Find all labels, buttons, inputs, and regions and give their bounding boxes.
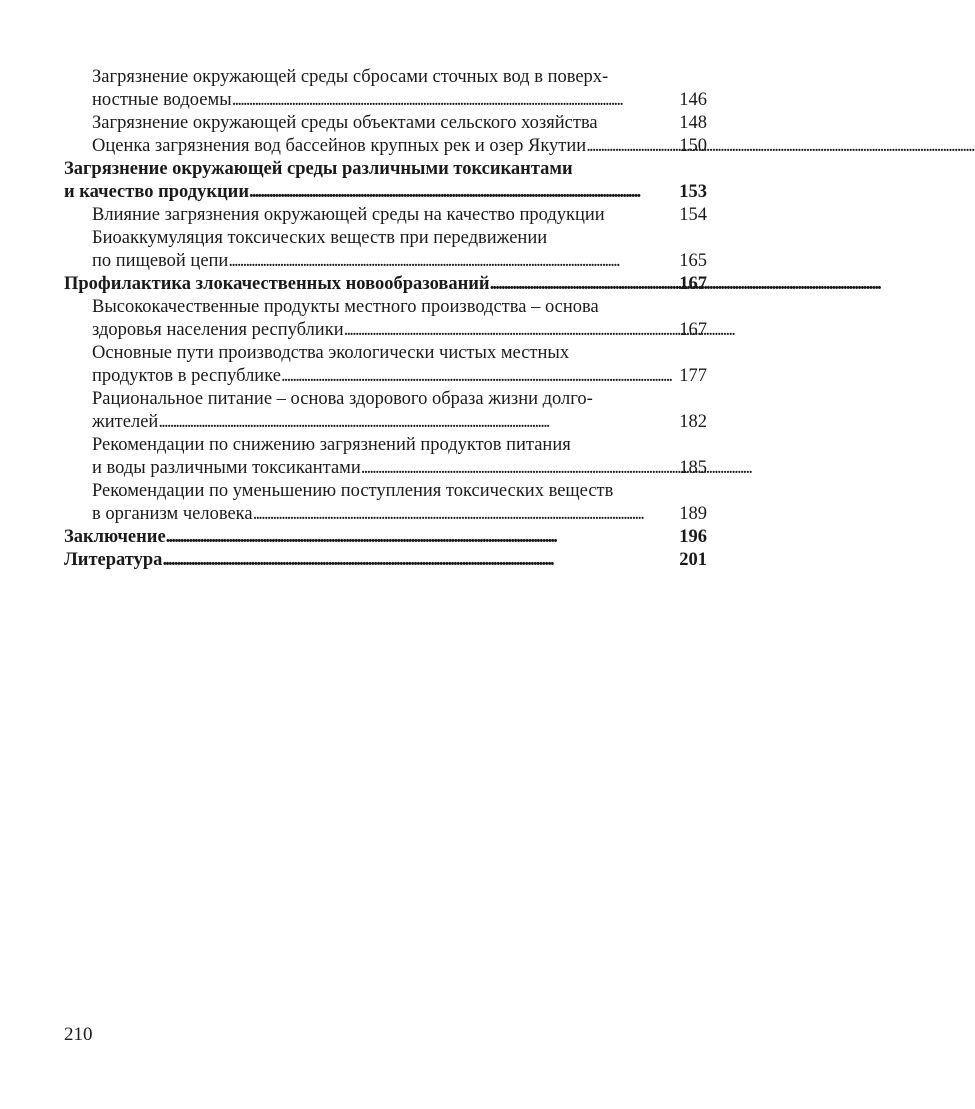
dot-leader <box>361 457 665 480</box>
toc-entry-title: продуктов в республике <box>92 366 281 386</box>
toc-entry-title: Рациональное питание – основа здорового образа жизни долго- <box>92 389 593 409</box>
toc-entry-title: Высококачественные продукты местного производства – основа <box>92 297 599 317</box>
dot-leader <box>249 181 665 204</box>
toc-entry-title: в организм человека <box>92 504 253 524</box>
toc-page-number: 196 <box>679 527 707 547</box>
toc-entry-title: по пищевой цепи <box>92 251 229 271</box>
toc-page-number: 150 <box>679 136 707 156</box>
page-number: 210 <box>64 1024 93 1045</box>
toc-page-number: 177 <box>679 366 707 386</box>
dot-leader <box>253 503 665 526</box>
toc-entry-title: Рекомендации по уменьшению поступления токсических веществ <box>92 481 614 501</box>
toc-subsection-entry[interactable] <box>64 227 707 273</box>
toc-page-number: 185 <box>679 458 707 478</box>
toc-entry-title: Загрязнение окружающей среды сбросами сточных вод в поверх- <box>92 67 609 87</box>
toc-entry-title: здоровья населения республики <box>92 320 344 340</box>
toc-section-entry[interactable] <box>64 549 707 572</box>
toc-page-number: 167 <box>679 274 707 294</box>
toc-entry-title: Рекомендации по снижению загрязнений продуктов питания <box>92 435 571 455</box>
toc-section-entry[interactable] <box>64 158 707 204</box>
toc-subsection-entry[interactable] <box>64 112 707 135</box>
toc-entry-title: Оценка загрязнения вод бассейнов крупных рек и озер Якутии <box>92 136 587 156</box>
toc-entry-title: Загрязнение окружающей среды объектами сельского хозяйства <box>92 113 598 133</box>
toc-page-number: 189 <box>679 504 707 524</box>
toc-page-number: 165 <box>679 251 707 271</box>
toc-page-number: 182 <box>679 412 707 432</box>
toc-entry-title: и качество продукции <box>64 182 249 202</box>
toc-entry-title: ностные водоемы <box>92 90 232 110</box>
toc-subsection-entry[interactable] <box>64 296 707 342</box>
toc-section-entry[interactable] <box>64 526 707 549</box>
dot-leader <box>586 135 665 158</box>
table-of-contents <box>64 66 707 572</box>
dot-leader <box>344 319 665 342</box>
toc-entry-title: Загрязнение окружающей среды различными токсикантами <box>64 159 573 179</box>
toc-page-number: 167 <box>679 320 707 340</box>
dot-leader <box>232 89 665 112</box>
toc-subsection-entry[interactable] <box>64 434 707 480</box>
toc-subsection-entry[interactable] <box>64 66 707 112</box>
toc-subsection-entry[interactable] <box>64 388 707 434</box>
dot-leader <box>228 250 665 273</box>
toc-page-number: 148 <box>679 113 707 133</box>
dot-leader <box>490 273 665 296</box>
toc-page-number: 154 <box>679 205 707 225</box>
toc-page-number: 201 <box>679 550 707 570</box>
toc-subsection-entry[interactable] <box>64 204 707 227</box>
toc-entry-title: Основные пути производства экологически чистых местных <box>92 343 570 363</box>
dot-leader <box>162 549 665 572</box>
toc-entry-title: Заключение <box>64 527 166 547</box>
toc-section-entry[interactable] <box>64 273 707 296</box>
toc-entry-title: Влияние загрязнения окружающей среды на качество продукции <box>92 205 605 225</box>
toc-page-number: 146 <box>679 90 707 110</box>
toc-entry-title: Биоаккумуляция токсических веществ при передвижении <box>92 228 548 248</box>
toc-entry-title: жителей <box>92 412 159 432</box>
toc-entry-title: Литература <box>64 550 163 570</box>
toc-subsection-entry[interactable] <box>64 135 707 158</box>
toc-page-number: 153 <box>679 182 707 202</box>
dot-leader <box>166 526 665 549</box>
dot-leader <box>158 411 665 434</box>
toc-entry-title: и воды различными токсикантами <box>92 458 361 478</box>
toc-entry-title: Профилактика злокачественных новообразований <box>64 274 490 294</box>
toc-subsection-entry[interactable] <box>64 480 707 526</box>
dot-leader <box>281 365 665 388</box>
toc-subsection-entry[interactable] <box>64 342 707 388</box>
